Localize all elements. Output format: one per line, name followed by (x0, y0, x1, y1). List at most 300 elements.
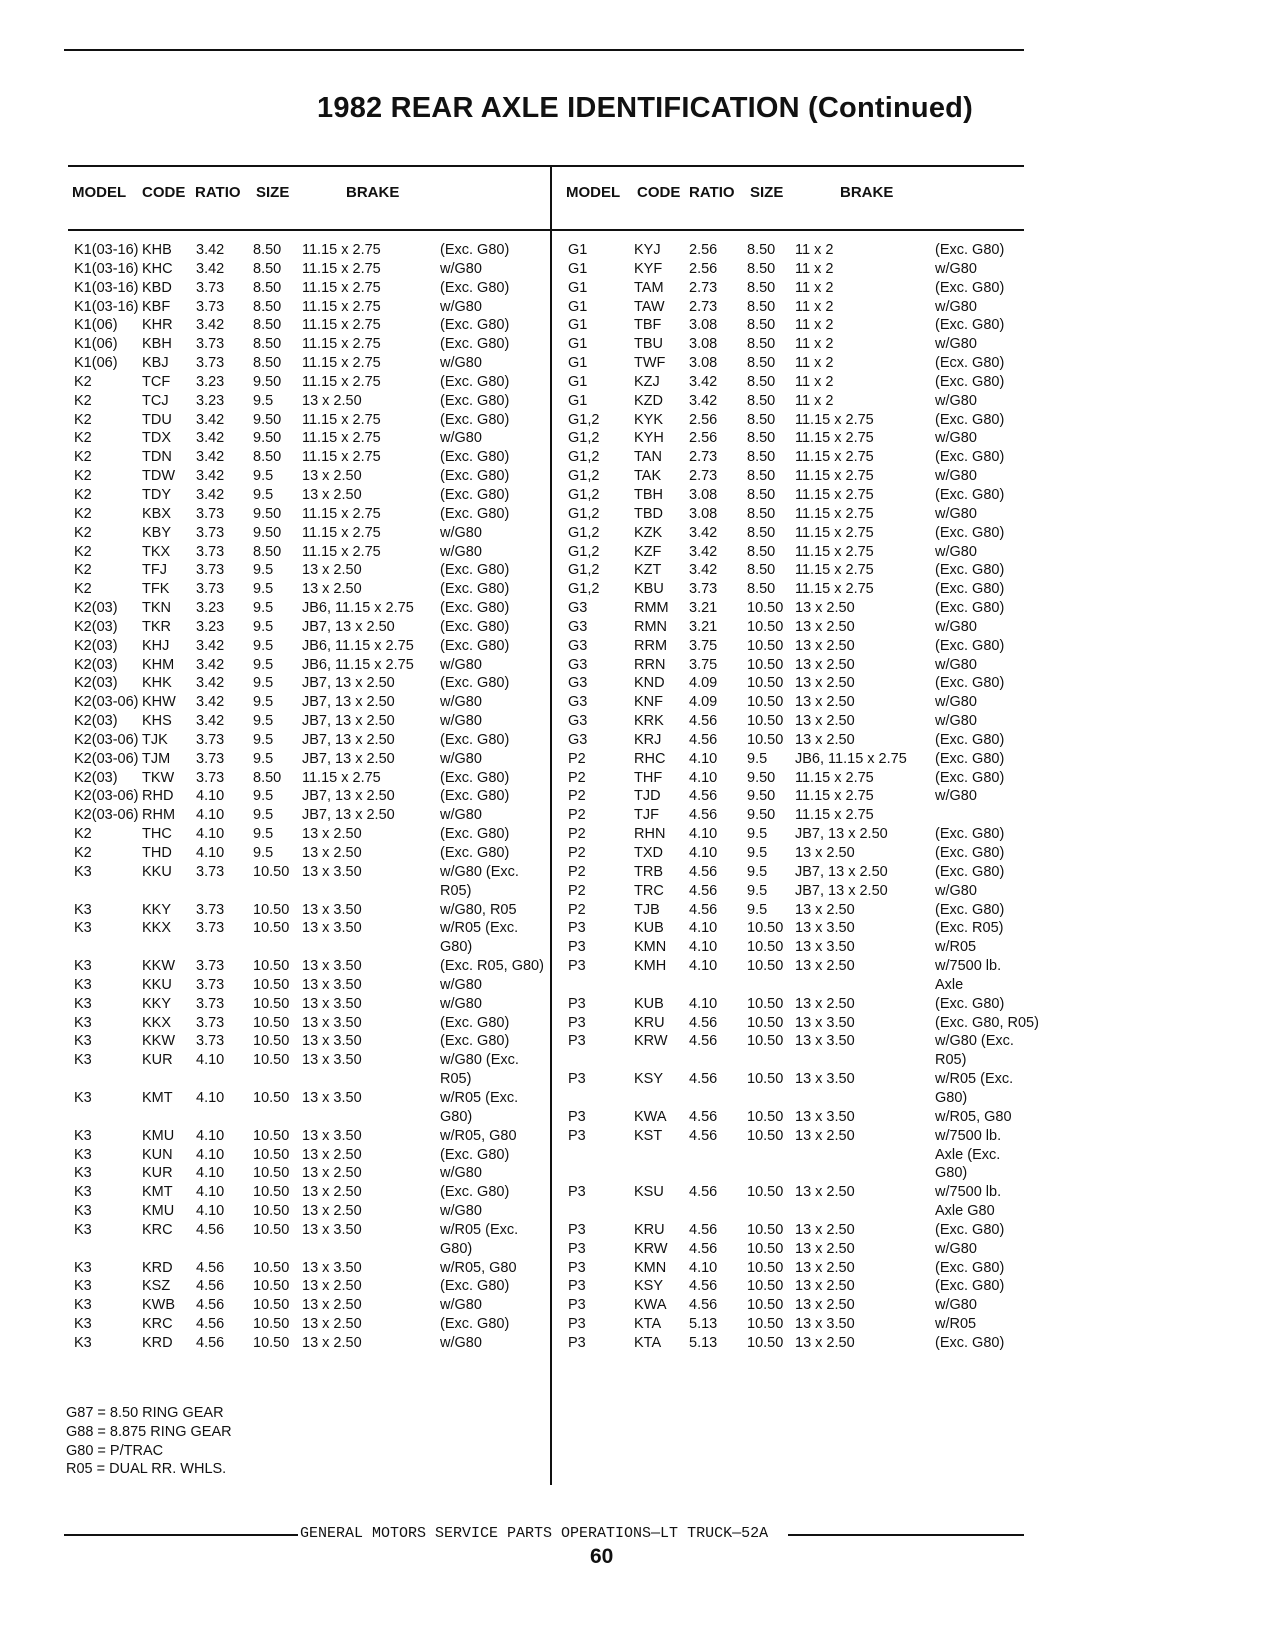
size-cell: 10.50 (253, 1033, 290, 1050)
note-cell: w/G80 (935, 694, 977, 711)
note-cell: (Exc. G80) (935, 562, 1005, 579)
size-cell: 10.50 (747, 1184, 784, 1201)
ratio-cell: 4.10 (689, 958, 718, 975)
footer-rule-left (64, 1534, 298, 1536)
model-cell: K2 (74, 411, 92, 428)
model-cell: G1,2 (568, 486, 600, 503)
note-cell: (Exc. G80) (440, 1184, 510, 1201)
brake-cell: 11.15 x 2.75 (795, 505, 874, 522)
size-cell: 10.50 (747, 713, 784, 730)
code-cell: THC (142, 826, 172, 843)
model-cell: G1 (568, 242, 588, 258)
size-cell: 10.50 (253, 1184, 290, 1201)
code-cell: KMH (634, 958, 667, 975)
model-cell: G1,2 (568, 430, 600, 447)
code-cell: KRD (142, 1334, 173, 1351)
table-top-rule (68, 165, 1024, 167)
ratio-cell: 3.08 (689, 336, 718, 353)
ratio-cell: 3.73 (196, 976, 225, 993)
size-cell: 10.50 (747, 1033, 784, 1050)
model-cell: P3 (568, 1184, 586, 1201)
code-cell: KTA (634, 1316, 662, 1333)
model-cell: G1,2 (568, 581, 600, 598)
size-cell: 8.50 (253, 449, 282, 466)
note-cell: w/G80 (935, 392, 977, 409)
note-cell: w/G80 (935, 656, 977, 673)
note-cell: (Exc. G80) (935, 524, 1005, 541)
note-cell: (Exc. G80) (935, 581, 1005, 598)
note-cell: w/G80 (440, 976, 482, 993)
note-cell: (Exc. R05) (935, 920, 1004, 937)
code-cell: KZF (634, 543, 662, 560)
size-cell: 10.50 (253, 1146, 290, 1163)
brake-cell: 13 x 2.50 (302, 1316, 362, 1333)
size-cell: 9.5 (253, 562, 274, 579)
ratio-cell: 3.73 (196, 995, 225, 1012)
ratio-cell: 4.10 (196, 845, 225, 861)
note-cell: (Exc. G80) (440, 1146, 510, 1163)
note-cell: w/G80 (Exc. (440, 1052, 519, 1069)
model-cell: K3 (74, 976, 92, 993)
code-cell: RRN (634, 656, 666, 673)
code-cell: KSU (634, 1184, 664, 1201)
note-cell: w/G80 (440, 807, 482, 824)
ratio-cell: 3.73 (196, 543, 225, 560)
brake-cell: 13 x 3.50 (795, 1108, 855, 1125)
brake-cell: 13 x 2.50 (795, 713, 855, 730)
page-title: 1982 REAR AXLE IDENTIFICATION (Continued) (317, 92, 973, 124)
brake-cell: JB7, 13 x 2.50 (302, 675, 395, 692)
model-cell: P2 (568, 788, 586, 805)
table-row (0, 580, 1280, 599)
ratio-cell: 4.10 (689, 1259, 718, 1276)
code-cell: RRM (634, 637, 668, 654)
code-cell: KKW (142, 958, 176, 975)
note-cell: (Exc. G80) (935, 1259, 1005, 1276)
size-cell: 9.5 (747, 845, 768, 861)
ratio-cell: 2.56 (689, 242, 718, 258)
note-cell: (Exc. G80) (440, 486, 510, 503)
ratio-cell: 4.10 (196, 1165, 225, 1182)
note-cell: Axle (Exc. (935, 1146, 1001, 1163)
note-cell: w/R05, G80 (440, 1127, 517, 1144)
brake-cell: 13 x 3.50 (302, 1127, 362, 1144)
brake-cell: 13 x 2.50 (302, 562, 362, 579)
size-cell: 10.50 (747, 1014, 784, 1031)
table-row (0, 354, 1280, 373)
brake-cell: 11.15 x 2.75 (795, 449, 874, 466)
code-cell: RMN (634, 618, 668, 635)
header-size: SIZE (256, 184, 290, 201)
brake-cell: 11.15 x 2.75 (302, 355, 381, 372)
ratio-cell: 3.73 (689, 581, 718, 598)
ratio-cell: 3.73 (196, 562, 225, 579)
code-cell: TDY (142, 486, 171, 503)
code-cell: KRC (142, 1316, 173, 1333)
ratio-cell: 4.56 (196, 1334, 225, 1351)
size-cell: 9.5 (747, 863, 768, 880)
brake-cell: JB7, 13 x 2.50 (302, 618, 395, 635)
size-cell: 10.50 (253, 1165, 290, 1182)
ratio-cell: 4.56 (689, 1278, 718, 1295)
note-cell: (Exc. G80) (440, 411, 510, 428)
brake-cell: 13 x 3.50 (302, 1014, 362, 1031)
ratio-cell: 4.56 (196, 1316, 225, 1333)
note-cell: R05) (935, 1052, 967, 1069)
code-cell: KHJ (142, 637, 170, 654)
ratio-cell: 3.73 (196, 336, 225, 353)
table-row (0, 279, 1280, 298)
table-row (0, 599, 1280, 618)
ratio-cell: 3.42 (196, 242, 225, 258)
ratio-cell: 5.13 (689, 1334, 718, 1351)
ratio-cell: 3.23 (196, 600, 225, 617)
note-cell: (Exc. G80) (440, 637, 510, 654)
size-cell: 10.50 (253, 920, 290, 937)
brake-cell: 13 x 2.50 (795, 656, 855, 673)
size-cell: 10.50 (747, 1240, 784, 1257)
brake-cell: 13 x 3.50 (302, 863, 362, 880)
code-cell: KMU (142, 1203, 175, 1220)
ratio-cell: 4.56 (689, 901, 718, 918)
note-cell: w/G80 (935, 882, 977, 899)
note-cell: (Exc. G80) (440, 1033, 510, 1050)
note-cell: w/R05 (Exc. (440, 1089, 519, 1106)
size-cell: 10.50 (253, 863, 290, 880)
note-cell: (Exc. G80) (935, 279, 1005, 296)
model-cell: P2 (568, 750, 586, 767)
brake-cell: 11.15 x 2.75 (302, 373, 381, 390)
header-bottom-rule (68, 229, 1024, 231)
size-cell: 8.50 (253, 242, 282, 258)
size-cell: 8.50 (747, 449, 776, 466)
code-cell: KMT (142, 1184, 173, 1201)
size-cell: 10.50 (253, 1297, 290, 1314)
ratio-cell: 3.21 (689, 600, 718, 617)
code-cell: TJM (142, 750, 171, 767)
ratio-cell: 3.75 (689, 637, 718, 654)
code-cell: TJD (634, 788, 661, 805)
model-cell: K3 (74, 958, 92, 975)
brake-cell: 11.15 x 2.75 (302, 543, 381, 560)
brake-cell: 13 x 2.50 (795, 995, 855, 1012)
ratio-cell: 4.56 (689, 807, 718, 824)
table-row (0, 373, 1280, 392)
ratio-cell: 4.10 (689, 845, 718, 861)
ratio-cell: 3.23 (196, 618, 225, 635)
code-cell: KBJ (142, 355, 169, 372)
size-cell: 9.50 (747, 769, 776, 786)
ratio-cell: 3.42 (196, 713, 225, 730)
table-row (0, 505, 1280, 524)
brake-cell: 13 x 2.50 (302, 486, 362, 503)
brake-cell: 13 x 2.50 (795, 637, 855, 654)
note-cell: (Exc. G80) (935, 486, 1005, 503)
size-cell: 8.50 (253, 769, 282, 786)
note-cell: (Exc. G80) (440, 1316, 510, 1333)
size-cell: 9.5 (253, 600, 274, 617)
note-cell: w/G80 (440, 1203, 482, 1220)
note-cell: (Exc. G80) (440, 581, 510, 598)
model-cell: K2(03-06) (74, 807, 139, 824)
code-cell: RHD (142, 788, 174, 805)
top-rule (64, 49, 1024, 51)
model-cell: K2(03) (74, 637, 118, 654)
code-cell: TDN (142, 449, 172, 466)
ratio-cell: 2.73 (689, 468, 718, 485)
model-cell: K2(03-06) (74, 788, 139, 805)
code-cell: KKX (142, 1014, 172, 1031)
model-cell: G3 (568, 600, 588, 617)
brake-cell: 11.15 x 2.75 (795, 581, 874, 598)
ratio-cell: 4.10 (689, 769, 718, 786)
size-cell: 10.50 (253, 1052, 290, 1069)
brake-cell: 11.15 x 2.75 (302, 769, 381, 786)
ratio-cell: 3.21 (689, 618, 718, 635)
code-cell: KZK (634, 524, 663, 541)
size-cell: 9.5 (253, 845, 274, 861)
ratio-cell: 3.42 (689, 543, 718, 560)
brake-cell: 13 x 2.50 (795, 675, 855, 692)
size-cell: 10.50 (253, 1203, 290, 1220)
ratio-cell: 4.56 (689, 1033, 718, 1050)
table-row (0, 901, 1280, 920)
note-cell: w/G80 (935, 336, 977, 353)
model-cell: P2 (568, 901, 586, 918)
note-cell: w/G80 (440, 750, 482, 767)
size-cell: 9.50 (253, 411, 282, 428)
brake-cell: 11.15 x 2.75 (795, 788, 874, 805)
size-cell: 10.50 (747, 939, 784, 956)
code-cell: KMN (634, 1259, 667, 1276)
ratio-cell: 3.73 (196, 920, 225, 937)
table-row (0, 618, 1280, 637)
ratio-cell: 3.42 (689, 524, 718, 541)
ratio-cell: 4.56 (689, 863, 718, 880)
table-row (0, 524, 1280, 543)
table-row (0, 995, 1280, 1014)
note-cell: w/G80 (Exc. (935, 1033, 1014, 1050)
table-row (0, 448, 1280, 467)
model-cell: K1(06) (74, 355, 118, 372)
model-cell: K3 (74, 863, 92, 880)
size-cell: 8.50 (747, 543, 776, 560)
code-cell: KRU (634, 1014, 665, 1031)
code-cell: KTA (634, 1334, 662, 1351)
ratio-cell: 3.42 (196, 486, 225, 503)
ratio-cell: 3.73 (196, 769, 225, 786)
brake-cell: 13 x 2.50 (795, 901, 855, 918)
ratio-cell: 4.10 (196, 807, 225, 824)
code-cell: KWA (634, 1297, 667, 1314)
header-size: SIZE (750, 184, 784, 201)
note-cell: w/G80 (935, 543, 977, 560)
header-model: MODEL (72, 184, 127, 201)
code-cell: TKN (142, 600, 171, 617)
note-cell: w/G80 (440, 656, 482, 673)
table-row (0, 1164, 1280, 1183)
ratio-cell: 3.42 (196, 449, 225, 466)
model-cell: P3 (568, 995, 586, 1012)
table-row (0, 957, 1280, 976)
model-cell: K2(03) (74, 675, 118, 692)
ratio-cell: 3.73 (196, 731, 225, 748)
brake-cell: 11.15 x 2.75 (795, 486, 874, 503)
code-cell: KHR (142, 317, 173, 334)
model-cell: P2 (568, 882, 586, 899)
brake-cell: 11.15 x 2.75 (795, 524, 874, 541)
model-cell: K3 (74, 1334, 92, 1351)
model-cell: K2 (74, 845, 92, 861)
size-cell: 9.5 (253, 581, 274, 598)
brake-cell: 13 x 2.50 (795, 618, 855, 635)
brake-cell: 13 x 3.50 (795, 920, 855, 937)
brake-cell: 11.15 x 2.75 (302, 505, 381, 522)
note-cell: (Exc. G80) (440, 845, 510, 861)
note-cell: w/R05 (Exc. (440, 920, 519, 937)
header-code: CODE (142, 184, 186, 201)
code-cell: KRC (142, 1221, 173, 1238)
footer-text: GENERAL MOTORS SERVICE PARTS OPERATIONS—LT TRUCK—52A (300, 1525, 769, 1542)
note-cell: (Exc. G80) (935, 826, 1005, 843)
model-cell: K1(03-16) (74, 298, 139, 315)
brake-cell: 13 x 3.50 (795, 1014, 855, 1031)
model-cell: P3 (568, 1334, 586, 1351)
model-cell: K2 (74, 826, 92, 843)
note-cell: (Exc. G80) (935, 1221, 1005, 1238)
size-cell: 10.50 (253, 995, 290, 1012)
brake-cell: JB7, 13 x 2.50 (795, 863, 888, 880)
note-cell: (Exc. G80) (935, 995, 1005, 1012)
header-ratio: RATIO (195, 184, 241, 201)
code-cell: RHC (634, 750, 666, 767)
note-cell: Axle (935, 976, 964, 993)
code-cell: TBU (634, 336, 663, 353)
brake-cell: 13 x 3.50 (302, 901, 362, 918)
brake-cell: 13 x 2.50 (795, 1297, 855, 1314)
legend-item: G80 = P/TRAC (66, 1442, 164, 1459)
table-row (0, 1221, 1280, 1240)
code-cell: TAM (634, 279, 664, 296)
legend (66, 1404, 232, 1479)
model-cell: P2 (568, 826, 586, 843)
ratio-cell: 3.42 (196, 317, 225, 334)
ratio-cell: 3.73 (196, 1033, 225, 1050)
model-cell: K1(03-16) (74, 260, 139, 277)
note-cell: w/G80 (440, 543, 482, 560)
note-cell: (Exc. G80) (440, 788, 510, 805)
code-cell: KMT (142, 1089, 173, 1106)
ratio-cell: 4.56 (196, 1259, 225, 1276)
brake-cell: JB7, 13 x 2.50 (795, 826, 888, 843)
model-cell: K2 (74, 486, 92, 503)
ratio-cell: 4.56 (689, 713, 718, 730)
note-cell: w/G80 (Exc. (440, 863, 519, 880)
ratio-cell: 4.56 (689, 1240, 718, 1257)
table-row (0, 467, 1280, 486)
size-cell: 9.50 (747, 788, 776, 805)
model-cell: G3 (568, 731, 588, 748)
note-cell: w/G80 (935, 618, 977, 635)
code-cell: RMM (634, 600, 669, 617)
model-cell: P3 (568, 1297, 586, 1314)
size-cell: 8.50 (253, 355, 282, 372)
size-cell: 8.50 (747, 279, 776, 296)
code-cell: KZT (634, 562, 662, 579)
ratio-cell: 2.73 (689, 298, 718, 315)
brake-cell: JB7, 13 x 2.50 (302, 713, 395, 730)
code-cell: KKY (142, 995, 172, 1012)
brake-cell: 11.15 x 2.75 (302, 411, 381, 428)
size-cell: 10.50 (747, 1071, 784, 1088)
size-cell: 8.50 (747, 505, 776, 522)
ratio-cell: 3.42 (196, 675, 225, 692)
ratio-cell: 4.10 (196, 826, 225, 843)
ratio-cell: 3.08 (689, 486, 718, 503)
model-cell: G3 (568, 637, 588, 654)
model-cell: P2 (568, 769, 586, 786)
code-cell: KWB (142, 1297, 176, 1314)
brake-cell: 13 x 3.50 (302, 1052, 362, 1069)
size-cell: 10.50 (747, 618, 784, 635)
size-cell: 10.50 (253, 1014, 290, 1031)
note-cell: (Exc. G80) (935, 845, 1005, 861)
code-cell: KHW (142, 694, 176, 711)
size-cell: 10.50 (747, 920, 784, 937)
size-cell: 10.50 (253, 1221, 290, 1238)
code-cell: KZD (634, 392, 663, 409)
table-row (0, 750, 1280, 769)
table-row (0, 882, 1280, 901)
model-cell: G1,2 (568, 524, 600, 541)
note-cell: R05) (440, 882, 472, 899)
code-cell: KUN (142, 1146, 173, 1163)
table-row (0, 1315, 1280, 1334)
table-row (0, 769, 1280, 788)
size-cell: 9.5 (747, 882, 768, 899)
ratio-cell: 4.56 (689, 731, 718, 748)
code-cell: KHC (142, 260, 173, 277)
ratio-cell: 4.10 (196, 1127, 225, 1144)
table-row (0, 976, 1280, 995)
code-cell: KMU (142, 1127, 175, 1144)
table-row (0, 863, 1280, 882)
brake-cell: 13 x 3.50 (302, 1033, 362, 1050)
note-cell: w/G80 (440, 430, 482, 447)
note-cell: Axle G80 (935, 1203, 995, 1220)
legend-item: G87 = 8.50 RING GEAR (66, 1405, 224, 1421)
size-cell: 9.50 (747, 807, 776, 824)
brake-cell: 11.15 x 2.75 (302, 524, 381, 541)
note-cell: (Exc. G80) (935, 373, 1005, 390)
note-cell: w/G80 (440, 1334, 482, 1351)
legend-item: R05 = DUAL RR. WHLS. (66, 1461, 227, 1478)
page-number: 60 (590, 1545, 614, 1568)
code-cell: TAW (634, 298, 665, 315)
code-cell: KHB (142, 242, 172, 258)
brake-cell: 13 x 2.50 (795, 694, 855, 711)
header-model: MODEL (566, 184, 621, 201)
table-row (0, 825, 1280, 844)
brake-cell: 11 x 2 (795, 355, 834, 372)
table-row (0, 637, 1280, 656)
ratio-cell: 3.23 (196, 392, 225, 409)
brake-cell: 11.15 x 2.75 (302, 298, 381, 315)
size-cell: 8.50 (747, 336, 776, 353)
note-cell: (Exc. G80) (440, 373, 510, 390)
ratio-cell: 3.73 (196, 505, 225, 522)
size-cell: 10.50 (747, 1334, 784, 1351)
